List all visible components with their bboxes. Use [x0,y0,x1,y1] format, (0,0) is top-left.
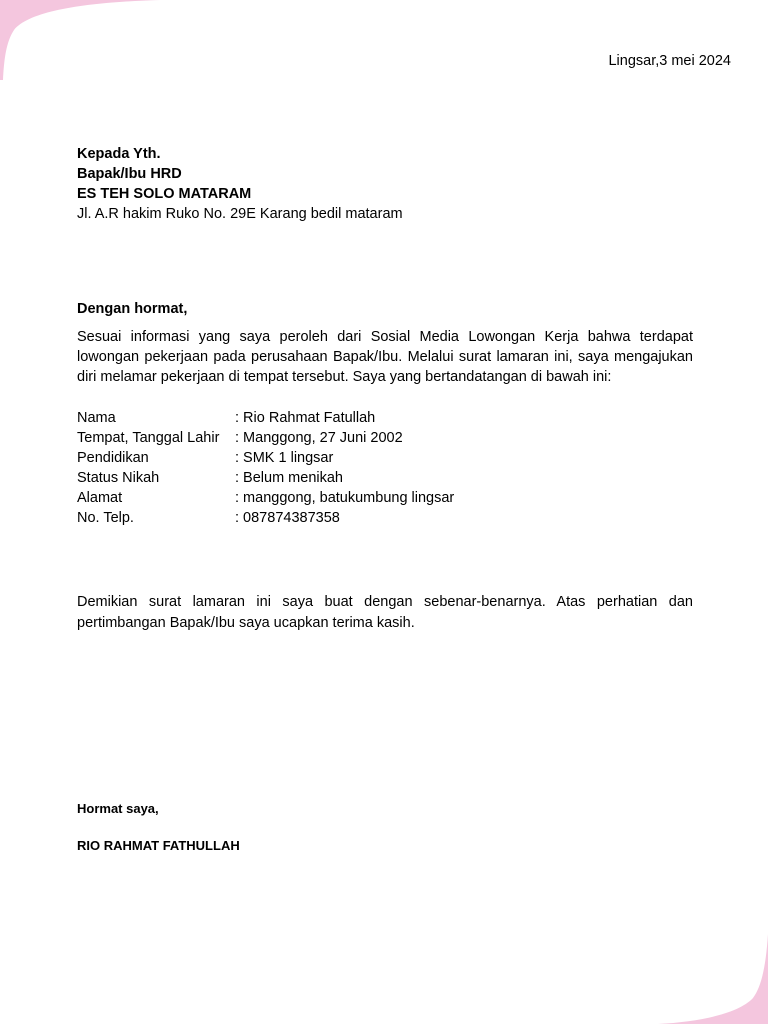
recipient-greeting: Kepada Yth. [77,146,161,162]
info-row-marital-status [77,468,454,488]
info-label: Status Nikah [77,470,160,486]
info-value: : Belum menikah [235,470,343,486]
info-row-birth [77,428,454,448]
recipient-block [77,144,403,224]
decorative-corner-bottom-right [658,934,768,1024]
info-row-address [77,488,454,508]
decorative-corner-top-left [0,0,160,80]
salutation: Dengan hormat, [77,301,188,317]
recipient-title: Bapak/Ibu HRD [77,166,182,182]
recipient-company: ES TEH SOLO MATARAM [77,186,252,202]
regards: Hormat saya, [77,801,159,816]
info-value: : Rio Rahmat Fatullah [235,410,376,426]
info-value: : manggong, batukumbung lingsar [235,490,455,506]
info-row-name [77,408,454,428]
info-label: Alamat [77,490,123,506]
recipient-address: Jl. A.R hakim Ruko No. 29E Karang bedil mataram [77,206,403,222]
info-label: No. Telp. [77,510,134,526]
info-value: : Manggong, 27 Juni 2002 [235,430,403,446]
info-row-education [77,448,454,468]
intro-paragraph: Sesuai informasi yang saya peroleh dari Sosial Media Lowongan Kerja bahwa terdapat lowongan pekerjaan pada perusahaan Bapak/Ibu. Melalui surat lamaran ini, saya mengajukan diri melamar pekerjaan di tempat tersebut. Saya yang bertandatangan di bawah ini: [77,329,693,385]
applicant-info-table [77,408,454,528]
closing-paragraph: Demikian surat lamaran ini saya buat dengan sebenar-benarnya. Atas perhatian dan pertimbangan Bapak/Ibu saya ucapkan terima kasih. [77,594,693,631]
info-value: : 087874387358 [235,510,340,526]
info-label: Nama [77,410,116,426]
info-label: Tempat, Tanggal Lahir [77,430,220,446]
info-value: : SMK 1 lingsar [235,450,334,466]
info-row-phone [77,508,454,528]
info-label: Pendidikan [77,450,149,466]
letter-date: Lingsar,3 mei 2024 [608,53,731,69]
signer-name: RIO RAHMAT FATHULLAH [77,838,240,853]
